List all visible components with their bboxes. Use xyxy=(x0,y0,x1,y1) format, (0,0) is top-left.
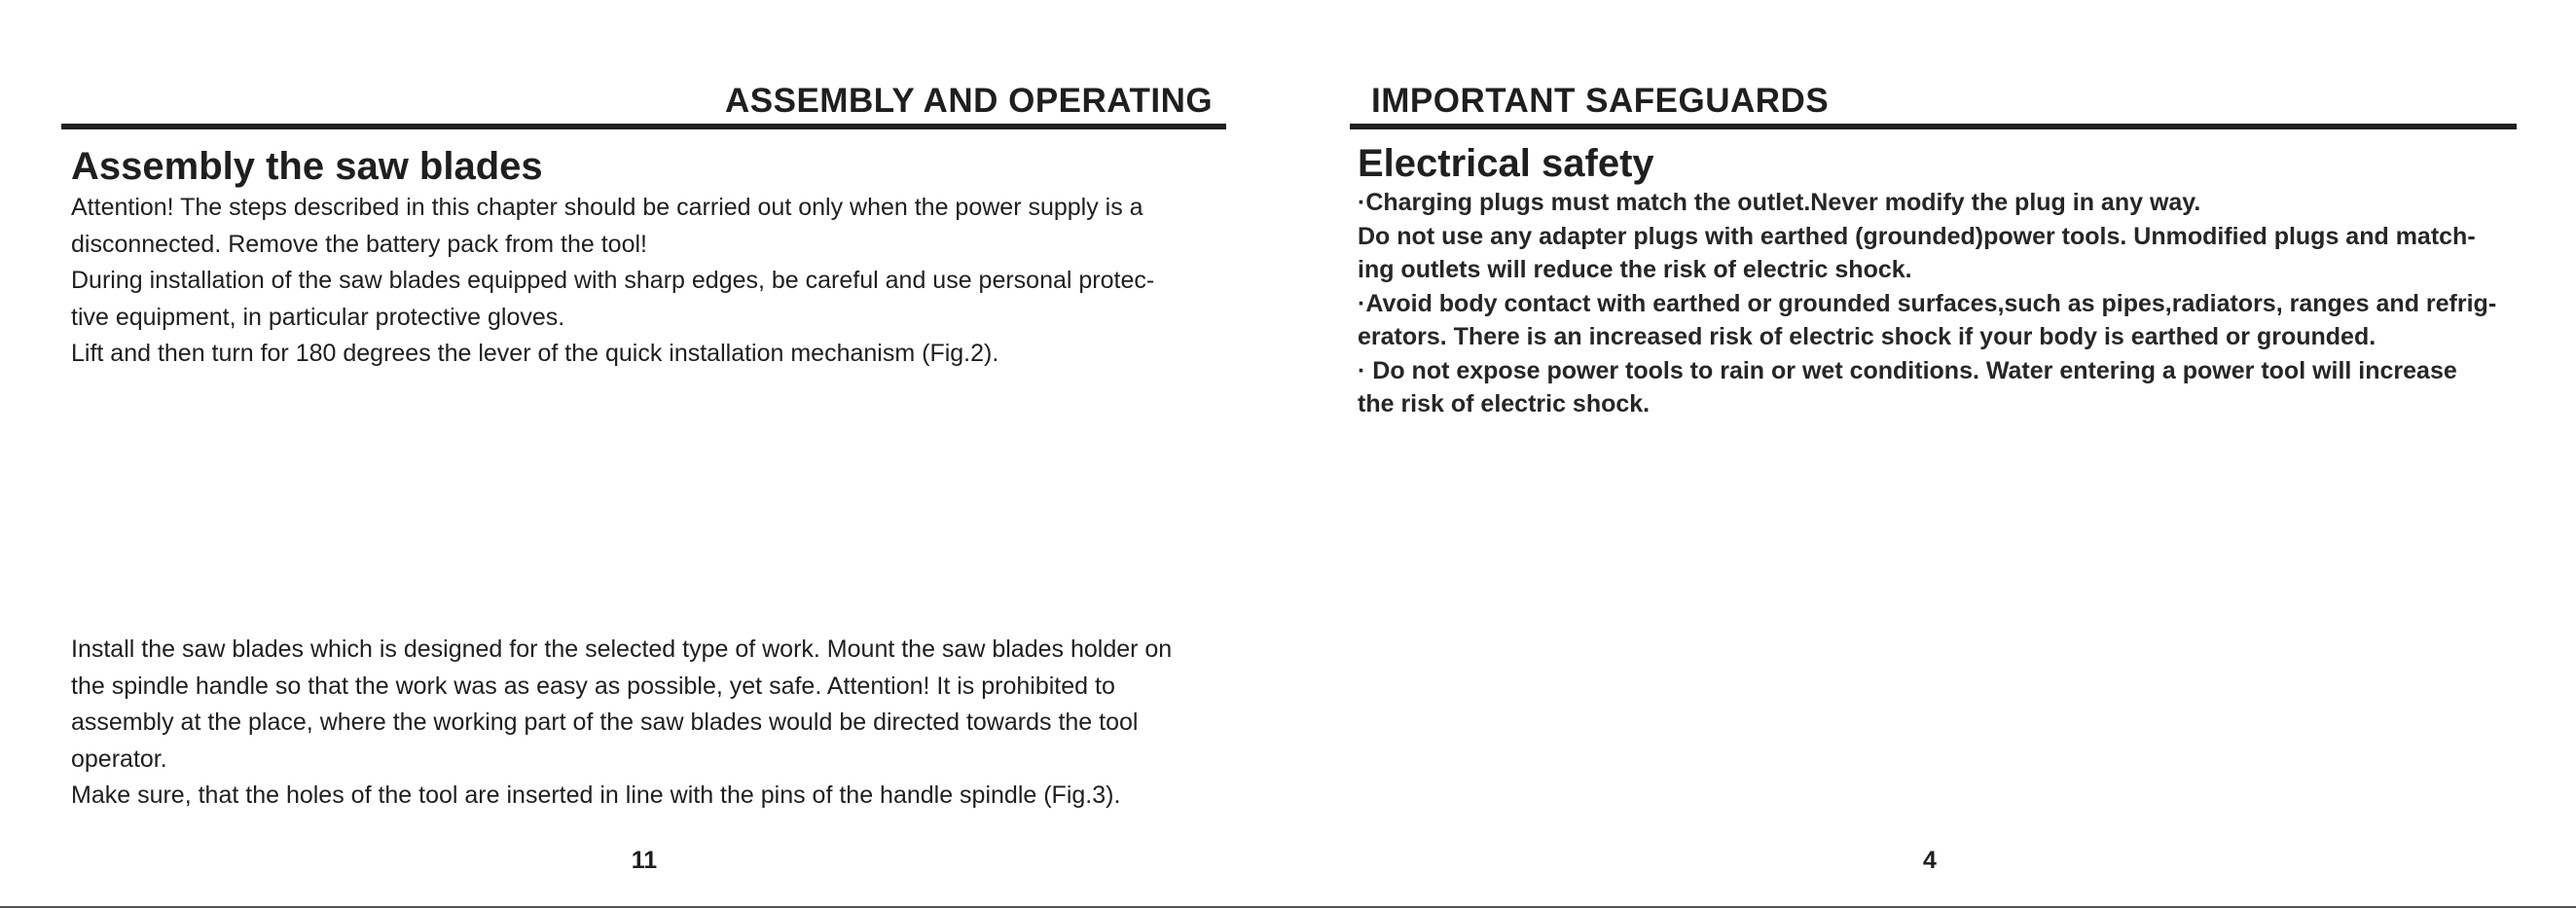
left-body-bottom xyxy=(71,632,1229,815)
right-page xyxy=(1288,0,2576,908)
left-paragraph: Make sure, that the holes of the tool are inserted in line with the pins of the handle spindle (Fig.3). xyxy=(71,781,1121,809)
left-page-header: ASSEMBLY AND OPERATING xyxy=(725,82,1214,120)
right-page-number: 4 xyxy=(1923,847,1937,874)
left-body-top xyxy=(71,190,1229,373)
right-header-rule xyxy=(1350,124,2517,129)
right-paragraph: · Do not expose power tools to rain or wet conditions. Water entering a power tool will increase the risk of electric shock. xyxy=(1358,356,2457,418)
right-paragraph: ·Avoid body contact with earthed or grounded surfaces,such as pipes,radiators, ranges and refrig- erators. There is an increased risk of electric shock if your body is earthed or grounded. xyxy=(1358,289,2497,350)
right-page-header: IMPORTANT SAFEGUARDS xyxy=(1371,82,1830,120)
left-paragraph: Lift and then turn for 180 degrees the lever of the quick installation mechanism (Fig.2). xyxy=(71,340,999,367)
right-body xyxy=(1358,186,2525,421)
left-paragraph: Install the saw blades which is designed for the selected type of work. Mount the saw blades holder on the spindle handle so that the work was as easy as possible, yet safe. Attention! It is prohibited to assembly at the place, where the working part of the saw blades would be directed towards the tool operator. xyxy=(71,636,1173,773)
right-paragraph: Do not use any adapter plugs with earthed (grounded)power tools. Unmodified plugs and match- ing outlets will reduce the risk of electric shock. xyxy=(1358,222,2476,283)
left-header-rule xyxy=(61,124,1226,129)
right-section-title: Electrical safety xyxy=(1358,142,1654,185)
left-paragraph: During installation of the saw blades equipped with sharp edges, be careful and use personal protec- tive equipment, in particular protective gloves. xyxy=(71,267,1155,331)
left-page-number: 11 xyxy=(631,847,658,874)
left-paragraph: Attention! The steps described in this chapter should be carried out only when the power supply is a disconnected. Remove the battery pack from the tool! xyxy=(71,194,1143,258)
right-paragraph: ·Charging plugs must match the outlet.Never modify the plug in any way. xyxy=(1358,189,2201,216)
left-section-title: Assembly the saw blades xyxy=(71,145,543,188)
